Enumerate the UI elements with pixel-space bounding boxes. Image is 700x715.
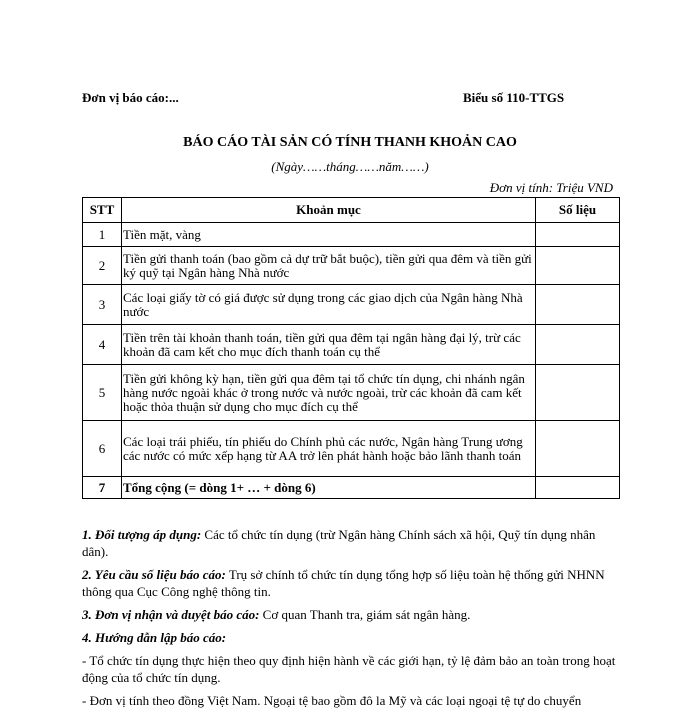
- table-row: [83, 285, 620, 325]
- row-value-cell[interactable]: [536, 223, 620, 247]
- header-stt: STT: [83, 198, 122, 223]
- row-value-cell[interactable]: [536, 477, 620, 499]
- row-value-cell[interactable]: [536, 421, 620, 477]
- table-row: [83, 223, 620, 247]
- row-value-cell[interactable]: [536, 365, 620, 421]
- note-text: Trụ sở chính tổ chức tín dụng tổng hợp số liệu toàn hệ thống gửi NHNN thông qua Cục Công nghệ thông tin.: [82, 567, 605, 599]
- table-row: [83, 247, 620, 285]
- note-data-requirements: [82, 566, 617, 600]
- report-date-line: (Ngày……tháng……năm……): [271, 159, 429, 174]
- note-label: 1. Đối tượng áp dụng:: [82, 527, 202, 542]
- row-item: Tiền gửi thanh toán (bao gồm cả dự trữ bắt buộc), tiền gửi qua đêm và tiền gửi ký quỹ tại Ngân hàng Nhà nước: [122, 247, 536, 285]
- header-item: Khoản mục: [122, 198, 536, 223]
- note-applicable-entities: [82, 526, 617, 560]
- note-label: 2. Yêu cầu số liệu báo cáo:: [82, 567, 226, 582]
- currency-unit: Đơn vị tính: Triệu VND: [489, 180, 613, 195]
- row-value-cell[interactable]: [536, 247, 620, 285]
- table-row: [83, 325, 620, 365]
- reporting-unit-label: Đơn vị báo cáo:...: [82, 90, 179, 105]
- form-code: Biểu số 110-TTGS: [463, 90, 565, 105]
- row-stt: 7: [83, 477, 122, 499]
- report-notes: [82, 526, 617, 715]
- row-item: Các loại giấy tờ có giá được sử dụng trong các giao dịch của Ngân hàng Nhà nước: [122, 285, 536, 325]
- note-instruction-1: - Tổ chức tín dụng thực hiện theo quy định hiện hành về các giới hạn, tỷ lệ đảm bảo an toàn trong hoạt động của tổ chức tín dụng.: [82, 653, 616, 685]
- report-title: BÁO CÁO TÀI SẢN CÓ TÍNH THANH KHOẢN CAO: [183, 135, 517, 150]
- row-stt: 2: [83, 247, 122, 285]
- row-item: Tiền trên tài khoản thanh toán, tiền gửi qua đêm tại ngân hàng đại lý, trừ các khoản đã cam kết cho mục đích thanh toán cụ thể: [122, 325, 536, 365]
- row-item: Các loại trái phiếu, tín phiếu do Chính phủ các nước, Ngân hàng Trung ương các nước có mức xếp hạng từ AA trở lên phát hành hoặc bảo lãnh thanh toán: [122, 421, 536, 477]
- row-value-cell[interactable]: [536, 325, 620, 365]
- table-header-row: [83, 198, 620, 223]
- liquid-assets-table: [82, 197, 620, 499]
- row-item: Tổng cộng (= dòng 1+ … + dòng 6): [122, 477, 536, 499]
- row-item: Tiền mặt, vàng: [122, 223, 536, 247]
- row-stt: 5: [83, 365, 122, 421]
- row-stt: 3: [83, 285, 122, 325]
- note-text: Cơ quan Thanh tra, giám sát ngân hàng.: [259, 607, 471, 622]
- note-receiving-unit: [82, 606, 617, 623]
- table-row: [83, 421, 620, 477]
- note-instruction-2: - Đơn vị tính theo đồng Việt Nam. Ngoại tệ bao gồm đô la Mỹ và các loại ngoại tệ tự do chuyển: [82, 693, 582, 708]
- row-stt: 6: [83, 421, 122, 477]
- row-item: Tiền gửi không kỳ hạn, tiền gửi qua đêm tại tổ chức tín dụng, chi nhánh ngân hàng nước ngoài khác ở trong nước và nước ngoài, trừ các khoản đã cam kết hoặc thỏa thuận sử dụng cho mục đích cụ thể: [122, 365, 536, 421]
- note-text: Các tổ chức tín dụng (trừ Ngân hàng Chính sách xã hội, Quỹ tín dụng nhân dân).: [82, 527, 596, 559]
- note-label: 3. Đơn vị nhận và duyệt báo cáo:: [82, 607, 260, 622]
- note-label: 4. Hướng dẫn lập báo cáo:: [82, 630, 227, 645]
- header-value: Số liệu: [536, 198, 620, 223]
- row-stt: 4: [83, 325, 122, 365]
- table-total-row: [83, 477, 620, 499]
- row-value-cell[interactable]: [536, 285, 620, 325]
- table-row: [83, 365, 620, 421]
- note-instructions-heading: [82, 629, 617, 646]
- row-stt: 1: [83, 223, 122, 247]
